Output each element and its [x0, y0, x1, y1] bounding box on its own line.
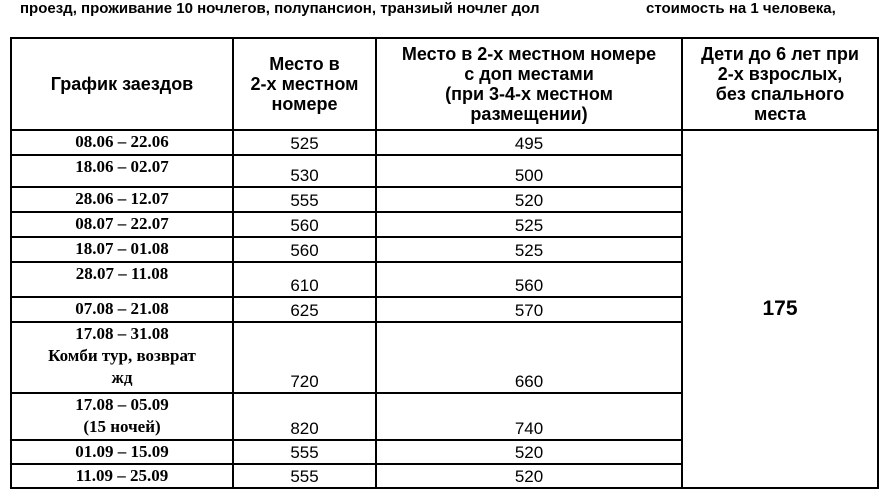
- date-range: 01.09 – 15.09: [75, 442, 169, 461]
- extra-price-cell: 525: [376, 212, 682, 237]
- header-double-room-line: Место в: [269, 54, 340, 74]
- double-price-cell: 555: [233, 440, 376, 464]
- extra-price-cell: 495: [376, 130, 682, 155]
- header-children-line: Дети до 6 лет при: [701, 44, 859, 64]
- extra-price-cell: 525: [376, 237, 682, 262]
- date-range: 08.07 – 22.07: [75, 214, 169, 233]
- dates-cell: [11, 322, 233, 393]
- header-row: [11, 38, 878, 130]
- header-children: [682, 38, 878, 130]
- price-table: [10, 37, 879, 489]
- date-range: 11.09 – 25.09: [75, 466, 169, 485]
- header-extra-beds: [376, 38, 682, 130]
- table-row: [11, 130, 878, 155]
- dates-cell: [11, 464, 233, 488]
- extra-price-cell: 560: [376, 262, 682, 297]
- tour-note: Комби тур, возврат: [48, 346, 196, 365]
- note-conditions: проезд, проживание 10 ночлегов, полупансион, транзиый ночлег дол: [20, 0, 540, 17]
- header-schedule: График заездов: [11, 38, 233, 130]
- extra-price-cell: 740: [376, 393, 682, 440]
- double-price-cell: 625: [233, 297, 376, 322]
- header-children-line: 2-х взрослых,: [717, 64, 843, 84]
- header-extra-beds-line: (при 3-4-х местном: [445, 84, 613, 104]
- dates-cell: [11, 440, 233, 464]
- dates-cell: [11, 212, 233, 237]
- dates-cell: [11, 237, 233, 262]
- header-double-room: [233, 38, 376, 130]
- header-extra-beds-line: с доп местами: [464, 64, 594, 84]
- date-range: 28.07 – 11.08: [75, 264, 169, 283]
- double-price-cell: 555: [233, 464, 376, 488]
- date-range: 28.06 – 12.07: [75, 189, 169, 208]
- date-range: 08.06 – 22.06: [75, 132, 169, 151]
- dates-cell: [11, 130, 233, 155]
- double-price-cell: 820: [233, 393, 376, 440]
- date-range: 18.06 – 02.07: [75, 157, 169, 176]
- header-double-room-line: 2-х местном: [250, 74, 359, 94]
- extra-price-cell: 520: [376, 440, 682, 464]
- note-per-person: стоимость на 1 человека,: [646, 0, 836, 17]
- dates-cell: [11, 297, 233, 322]
- double-price-cell: 720: [233, 322, 376, 393]
- price-note: [20, 0, 880, 17]
- header-children-line: места: [754, 104, 806, 124]
- dates-cell: [11, 262, 233, 297]
- double-price-cell: 530: [233, 155, 376, 187]
- date-range: 17.08 – 05.09: [75, 395, 169, 414]
- double-price-cell: 555: [233, 187, 376, 212]
- extra-price-cell: 520: [376, 464, 682, 488]
- double-price-cell: 525: [233, 130, 376, 155]
- date-range: 18.07 – 01.08: [75, 239, 169, 258]
- extra-price-cell: 500: [376, 155, 682, 187]
- date-range: 07.08 – 21.08: [75, 299, 169, 318]
- tour-note: жд: [111, 368, 133, 387]
- date-range: 17.08 – 31.08: [75, 324, 169, 343]
- extra-price-cell: 570: [376, 297, 682, 322]
- header-extra-beds-line: размещении): [470, 104, 588, 124]
- header-extra-beds-line: Место в 2-х местном номере: [401, 44, 657, 64]
- header-children-line: без спального: [715, 84, 845, 104]
- double-price-cell: 610: [233, 262, 376, 297]
- double-price-cell: 560: [233, 237, 376, 262]
- children-price-cell: 175: [682, 130, 878, 488]
- header-double-room-line: номере: [271, 94, 338, 114]
- double-price-cell: 560: [233, 212, 376, 237]
- extra-price-cell: 660: [376, 322, 682, 393]
- extra-price-cell: 520: [376, 187, 682, 212]
- dates-cell: [11, 187, 233, 212]
- dates-cell: [11, 393, 233, 440]
- tour-note: (15 ночей): [83, 417, 161, 436]
- dates-cell: [11, 155, 233, 187]
